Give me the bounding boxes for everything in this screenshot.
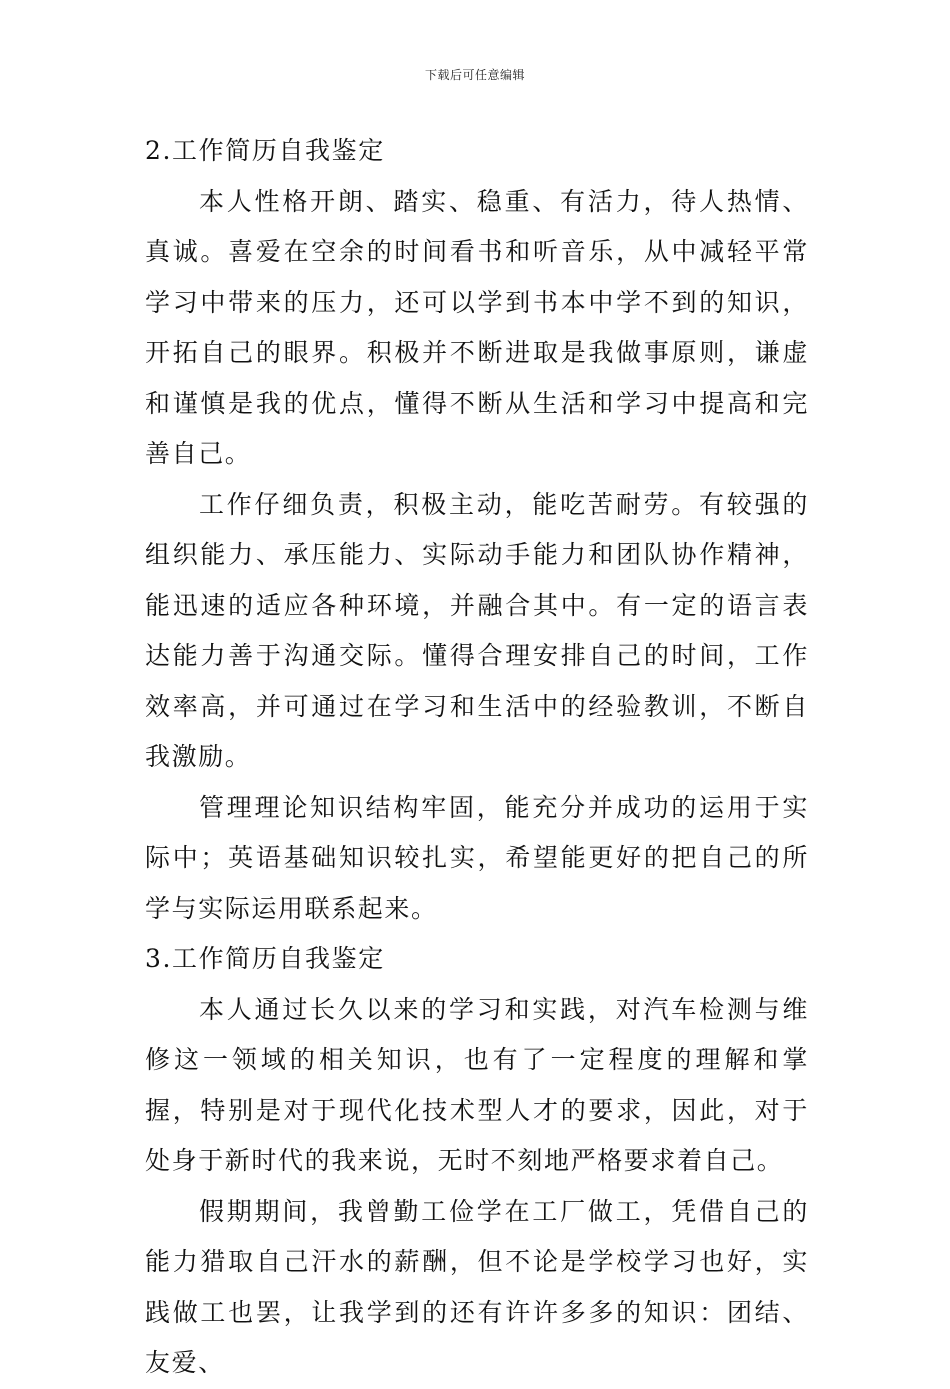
section-heading: 3.工作简历自我鉴定: [145, 944, 385, 973]
paragraph: 管理理论知识结构牢固，能充分并成功的运用于实际中；英语基础知识较扎实，希望能更好的把自己的所学与实际运用联系起来。: [145, 792, 809, 923]
paragraph: 假期期间，我曾勤工俭学在工厂做工，凭借自己的能力猎取自己汗水的薪酬，但不论是学校学习也好，实践做工也罢，让我学到的还有许许多多的知识：团结、友爱、: [145, 1196, 809, 1377]
paragraph: 工作仔细负责，积极主动，能吃苦耐劳。有较强的组织能力、承压能力、实际动手能力和团队协作精神，能迅速的适应各种环境，并融合其中。有一定的语言表达能力善于沟通交际。懂得合理安排自己的时间，工作效率高，并可通过在学习和生活中的经验教训，不断自我激励。: [145, 489, 809, 771]
paragraph: 本人通过长久以来的学习和实践，对汽车检测与维修这一领域的相关知识，也有了一定程度的理解和掌握，特别是对于现代化技术型人才的要求，因此，对于处身于新时代的我来说，无时不刻地严格要求着自己。: [145, 994, 809, 1175]
section-heading: 2.工作简历自我鉴定: [145, 136, 385, 165]
document-body: [145, 126, 809, 1389]
paragraph: 本人性格开朗、踏实、稳重、有活力，待人热情、真诚。喜爱在空余的时间看书和听音乐，从中减轻平常学习中带来的压力，还可以学到书本中学不到的知识，开拓自己的眼界。积极并不断进取是我做事原则，谦虚和谨慎是我的优点，懂得不断从生活和学习中提高和完善自己。: [145, 186, 809, 468]
header-note: 下载后可任意编辑: [424, 68, 525, 82]
